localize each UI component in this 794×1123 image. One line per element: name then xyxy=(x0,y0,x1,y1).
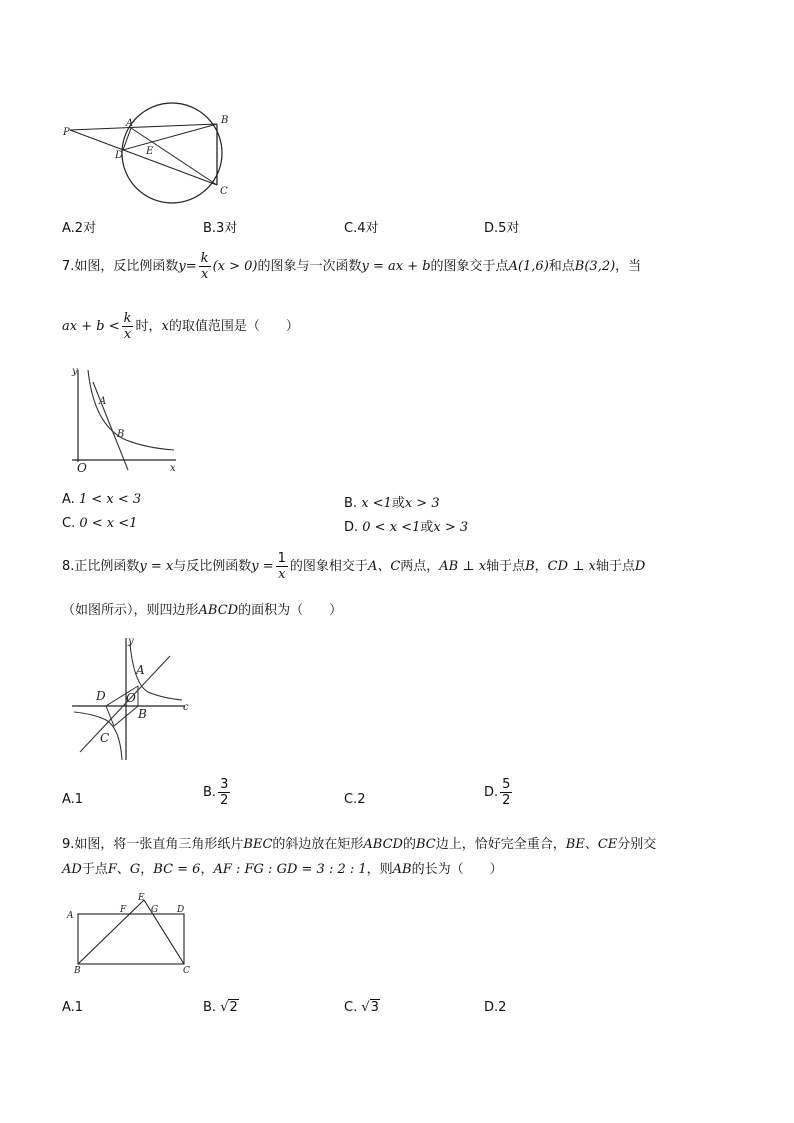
q7-option-d-text-b: x > 3 xyxy=(433,520,469,535)
q7-label-B: B xyxy=(117,429,125,440)
q7-graph-figure xyxy=(66,366,181,476)
q7-option-c xyxy=(62,516,137,531)
q9-label-F: F xyxy=(120,905,127,915)
q8-label-O: O xyxy=(126,691,136,705)
q8-text-d: 两点， xyxy=(400,559,440,574)
q7-frac2-num: k xyxy=(123,311,132,326)
q9-sep: 、 xyxy=(584,837,598,852)
q8-pD: D xyxy=(634,559,646,574)
q8-f2: y = xyxy=(251,559,274,574)
q9-text-f: 于点 xyxy=(81,862,108,877)
q7-option-a-label: A. xyxy=(62,492,79,507)
q7-option-a-text: 1 < x < 3 xyxy=(78,492,142,507)
q9-comma2: ， xyxy=(200,862,214,877)
q8-option-d-den: 2 xyxy=(502,793,511,808)
q6-option-b: B.3对 xyxy=(203,221,238,236)
q9-bec: BEC xyxy=(243,837,273,852)
q7-option-d-or: 或 xyxy=(420,520,434,535)
q7-frac-k-over-x xyxy=(199,251,211,282)
q8-graph-figure xyxy=(70,632,195,762)
q6-circle xyxy=(122,103,222,203)
q6-circle-figure xyxy=(60,100,260,210)
q9-stem-line1 xyxy=(62,837,656,853)
q9-ratio: AF : FG : GD = 3 : 2 : 1 xyxy=(213,862,367,877)
q8-option-d-num: 5 xyxy=(502,777,511,792)
q7-eq: = xyxy=(185,259,197,274)
q9-text-a: 9.如图，将一张直角三角形纸片 xyxy=(62,837,244,852)
q9-stem-line2 xyxy=(62,862,503,878)
q7-frac2 xyxy=(122,311,134,342)
q7-text-a: 7.如图，反比例函数 xyxy=(62,259,179,274)
q9-label-A: A xyxy=(67,911,74,921)
q7-stem-line1 xyxy=(62,251,641,282)
q7-option-c-text: 0 < x <1 xyxy=(79,516,138,531)
q9-sep2: 、 xyxy=(116,862,130,877)
q7-point-b: B(3,2) xyxy=(574,259,616,274)
q9-text-g: ，则 xyxy=(366,862,393,877)
q9-label-G: G xyxy=(151,905,159,915)
q8-option-b xyxy=(203,777,232,808)
q9-option-c-label: C. xyxy=(344,1000,362,1015)
q8-option-d xyxy=(484,777,514,808)
q9-option-c xyxy=(344,1000,380,1015)
q9-bc6: BC = 6 xyxy=(153,862,201,877)
q9-bc: BC xyxy=(416,837,436,852)
q7-option-c-label: C. xyxy=(62,516,80,531)
q9-be: BE xyxy=(565,837,585,852)
q8-option-b-frac xyxy=(218,777,230,808)
q8-option-b-label: B. xyxy=(203,785,217,800)
q6-line-AC xyxy=(131,128,217,185)
q7-text-e: ，当 xyxy=(615,259,642,274)
q8-text-e: 轴于点 xyxy=(486,559,526,574)
q7-text-b: 的图象与一次函数 xyxy=(257,259,362,274)
q7-option-d-text-a: 0 < x <1 xyxy=(362,520,421,535)
q6-option-a: A.2对 xyxy=(62,221,97,236)
q6-label-E: E xyxy=(146,146,154,157)
q8-option-b-den: 2 xyxy=(220,793,229,808)
q7-option-a xyxy=(62,492,141,507)
q7-label-y: y xyxy=(72,366,78,377)
q8-pB: B xyxy=(525,559,535,574)
q8-stem-line2 xyxy=(62,603,342,619)
q7-option-b-label: B. xyxy=(344,496,362,511)
q8-option-b-num: 3 xyxy=(220,777,229,792)
q9-option-c-sqrt: √ xyxy=(361,1000,370,1015)
q7-func-y: y xyxy=(178,259,186,274)
q8-text-b: 与反比例函数 xyxy=(173,559,252,574)
q8-perp2: CD ⊥ x xyxy=(547,559,596,574)
q9-label-C: C xyxy=(183,966,190,976)
q7-option-d xyxy=(344,516,468,535)
q8-frac-den: x xyxy=(278,567,286,582)
q6-line-DB xyxy=(123,124,217,150)
q8-label-A: A xyxy=(136,663,145,677)
q8-label-B: B xyxy=(138,707,147,721)
q7-label-x: x xyxy=(170,463,176,474)
q7-option-b-text-b: x > 3 xyxy=(404,496,440,511)
q9-text-d: 边上，恰好完全重合， xyxy=(435,837,566,852)
q9-option-b-sqrt: √ xyxy=(220,1000,229,1015)
q9-rect-figure xyxy=(64,892,194,974)
q8-line-yx xyxy=(80,656,170,752)
q8-label-y: y xyxy=(128,636,134,647)
q9-label-E: E xyxy=(138,893,145,903)
q8-option-d-label: D. xyxy=(484,785,499,800)
q8-perp1: AB ⊥ x xyxy=(439,559,487,574)
q7-frac-num: k xyxy=(200,251,209,266)
q6-line-PB xyxy=(70,124,217,130)
q8-text-a: 8.正比例函数 xyxy=(62,559,140,574)
q9-pF: F xyxy=(107,862,117,877)
q7-option-d-label: D. xyxy=(344,520,363,535)
q7-var-x: x xyxy=(161,319,169,334)
q7-cond: (x > 0) xyxy=(212,259,258,274)
q7-stem-line2 xyxy=(62,311,299,342)
q9-ad: AD xyxy=(62,862,82,877)
q8-label-x: c xyxy=(183,702,189,713)
q8-frac xyxy=(276,551,288,582)
q6-label-A: A xyxy=(126,118,134,129)
q9-option-c-rad: 3 xyxy=(370,1000,379,1015)
q7-option-b-or: 或 xyxy=(391,496,405,511)
q8-pts: A、C xyxy=(367,559,401,574)
q6-label-C: C xyxy=(220,186,228,197)
q9-seg-BE xyxy=(78,900,144,964)
q6-label-B: B xyxy=(221,115,229,126)
q7-frac-den: x xyxy=(200,267,209,282)
q9-label-D: D xyxy=(177,905,185,915)
q8-hyperbola-q3 xyxy=(74,712,122,760)
q8-text-f: ， xyxy=(534,559,548,574)
q9-label-B: B xyxy=(74,966,81,976)
q8-label-D: D xyxy=(96,689,106,703)
q9-ab: AB xyxy=(392,862,412,877)
q8-option-d-frac xyxy=(500,777,512,808)
q8-label-C: C xyxy=(100,731,110,745)
q9-pG: G xyxy=(129,862,141,877)
q9-abcd: ABCD xyxy=(363,837,403,852)
q7-text-d: 和点 xyxy=(548,259,575,274)
q8-text-g: 轴于点 xyxy=(595,559,635,574)
q8-f1: y = x xyxy=(139,559,174,574)
q9-option-b-rad: 2 xyxy=(229,1000,238,1015)
q9-option-b xyxy=(203,1000,239,1015)
q9-option-b-label: B. xyxy=(203,1000,221,1015)
q7-frac2-den: x xyxy=(123,327,132,342)
q6-option-d: D.5对 xyxy=(484,221,520,236)
q8-quad: ABCD xyxy=(198,603,239,618)
q9-comma1: ， xyxy=(140,862,154,877)
q9-text-e: 分别交 xyxy=(617,837,657,852)
q7-text-f: 时， xyxy=(135,319,162,334)
q8-text-i: 的面积为（ ） xyxy=(238,603,343,618)
q7-option-b-text-a: x <1 xyxy=(361,496,392,511)
q9-text-h: 的长为（ ） xyxy=(411,862,503,877)
q9-text-c: 的 xyxy=(402,837,416,852)
q8-text-c: 的图象相交于 xyxy=(289,559,368,574)
q8-option-c: C.2 xyxy=(344,792,366,807)
q7-label-O: O xyxy=(77,461,87,475)
q9-ce: CE xyxy=(597,837,618,852)
q7-text-c: 的图象交于点 xyxy=(430,259,509,274)
q6-label-P: P xyxy=(63,127,70,138)
q7-option-b xyxy=(344,492,440,511)
q7-hyperbola xyxy=(88,370,174,450)
q7-ineq: ax + b < xyxy=(62,319,120,334)
q9-option-d: D.2 xyxy=(484,1000,507,1015)
q9-option-a: A.1 xyxy=(62,1000,84,1015)
q7-linear: y = ax + b xyxy=(361,259,431,274)
q9-text-b: 的斜边放在矩形 xyxy=(272,837,364,852)
q8-text-h: （如图所示），则四边形 xyxy=(62,603,199,618)
q7-label-A: A xyxy=(99,396,107,407)
q7-text-g: 的取值范围是（ ） xyxy=(168,319,299,334)
q6-option-c: C.4对 xyxy=(344,221,379,236)
q8-stem-line1 xyxy=(62,551,645,582)
q8-frac-num: 1 xyxy=(277,551,286,566)
q8-option-a: A.1 xyxy=(62,792,84,807)
q7-point-a: A(1,6) xyxy=(508,259,549,274)
q6-label-D: D xyxy=(115,150,124,161)
q6-line-PC xyxy=(70,130,217,185)
